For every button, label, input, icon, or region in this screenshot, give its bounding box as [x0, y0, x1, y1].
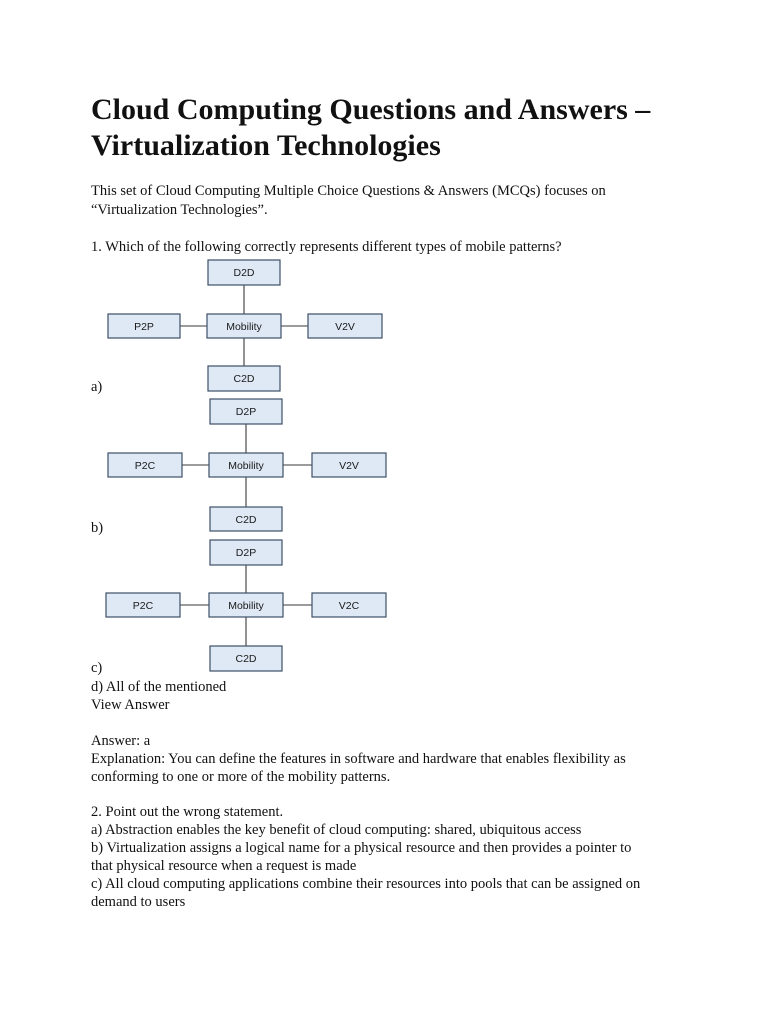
title-line-1: Cloud Computing Questions and Answers – [91, 93, 651, 126]
node-right [312, 593, 386, 617]
option-d-text: d) All of the mentioned [91, 679, 227, 695]
node-center [209, 593, 283, 617]
node-center-label: Mobility [226, 321, 262, 333]
explanation-line-1: Explanation: You can define the features in software and hardware that enables flexibility as [91, 751, 626, 767]
node-top-label: D2P [235, 547, 257, 559]
node-bottom [210, 507, 282, 531]
question-1-text: 1. Which of the following correctly represents different types of mobile patterns? [91, 239, 562, 255]
node-right-label: V2V [339, 460, 359, 472]
explanation-line-2: conforming to one or more of the mobility patterns. [91, 769, 391, 785]
node-left [108, 453, 182, 477]
question-2-option-c-line-1: c) All cloud computing applications combine their resources into pools that can be assigned on [91, 876, 641, 892]
node-right-label: V2V [335, 321, 355, 333]
node-left [108, 314, 180, 338]
view-answer-link[interactable]: View Answer [91, 697, 170, 713]
node-right [312, 453, 386, 477]
title-line-2: Virtualization Technologies [91, 129, 441, 162]
diagram-option-a [105, 259, 395, 395]
question-2-option-a: a) Abstraction enables the key benefit of cloud computing: shared, ubiquitous access [91, 822, 582, 838]
question-2-text: 2. Point out the wrong statement. [91, 804, 284, 820]
node-top [208, 260, 280, 285]
node-top [210, 399, 282, 424]
node-top-label: D2P [235, 406, 257, 418]
node-right [308, 314, 382, 338]
node-bottom [208, 366, 280, 391]
diagram-option-c [105, 538, 395, 674]
diagram-option-b [105, 398, 395, 534]
node-center-label: Mobility [228, 600, 264, 612]
node-bottom-label: C2D [235, 653, 257, 665]
intro-line-1: This set of Cloud Computing Multiple Choice Questions & Answers (MCQs) focuses on [91, 183, 606, 199]
node-left-label: P2C [134, 460, 156, 472]
node-bottom-label: C2D [235, 514, 257, 526]
page-title [91, 92, 711, 164]
node-left-label: P2C [132, 600, 154, 612]
question-2-option-b-line-2: that physical resource when a request is made [91, 858, 357, 874]
answer-text: Answer: a [91, 733, 151, 749]
node-center [207, 314, 281, 338]
node-left-label: P2P [134, 321, 154, 333]
question-2-option-b-line-1: b) Virtualization assigns a logical name for a physical resource and then provides a pointer to [91, 840, 632, 856]
question-2-option-c-line-2: demand to users [91, 894, 186, 910]
node-top [210, 540, 282, 565]
node-center-label: Mobility [228, 460, 264, 472]
node-bottom [210, 646, 282, 671]
node-bottom-label: C2D [233, 373, 255, 385]
node-left [106, 593, 180, 617]
option-b-label: b) [91, 520, 104, 536]
node-top-label: D2D [233, 267, 255, 279]
option-a-label: a) [91, 379, 103, 395]
node-right-label: V2C [338, 600, 360, 612]
intro-line-2: “Virtualization Technologies”. [91, 202, 268, 218]
node-center [209, 453, 283, 477]
option-c-label: c) [91, 660, 103, 676]
